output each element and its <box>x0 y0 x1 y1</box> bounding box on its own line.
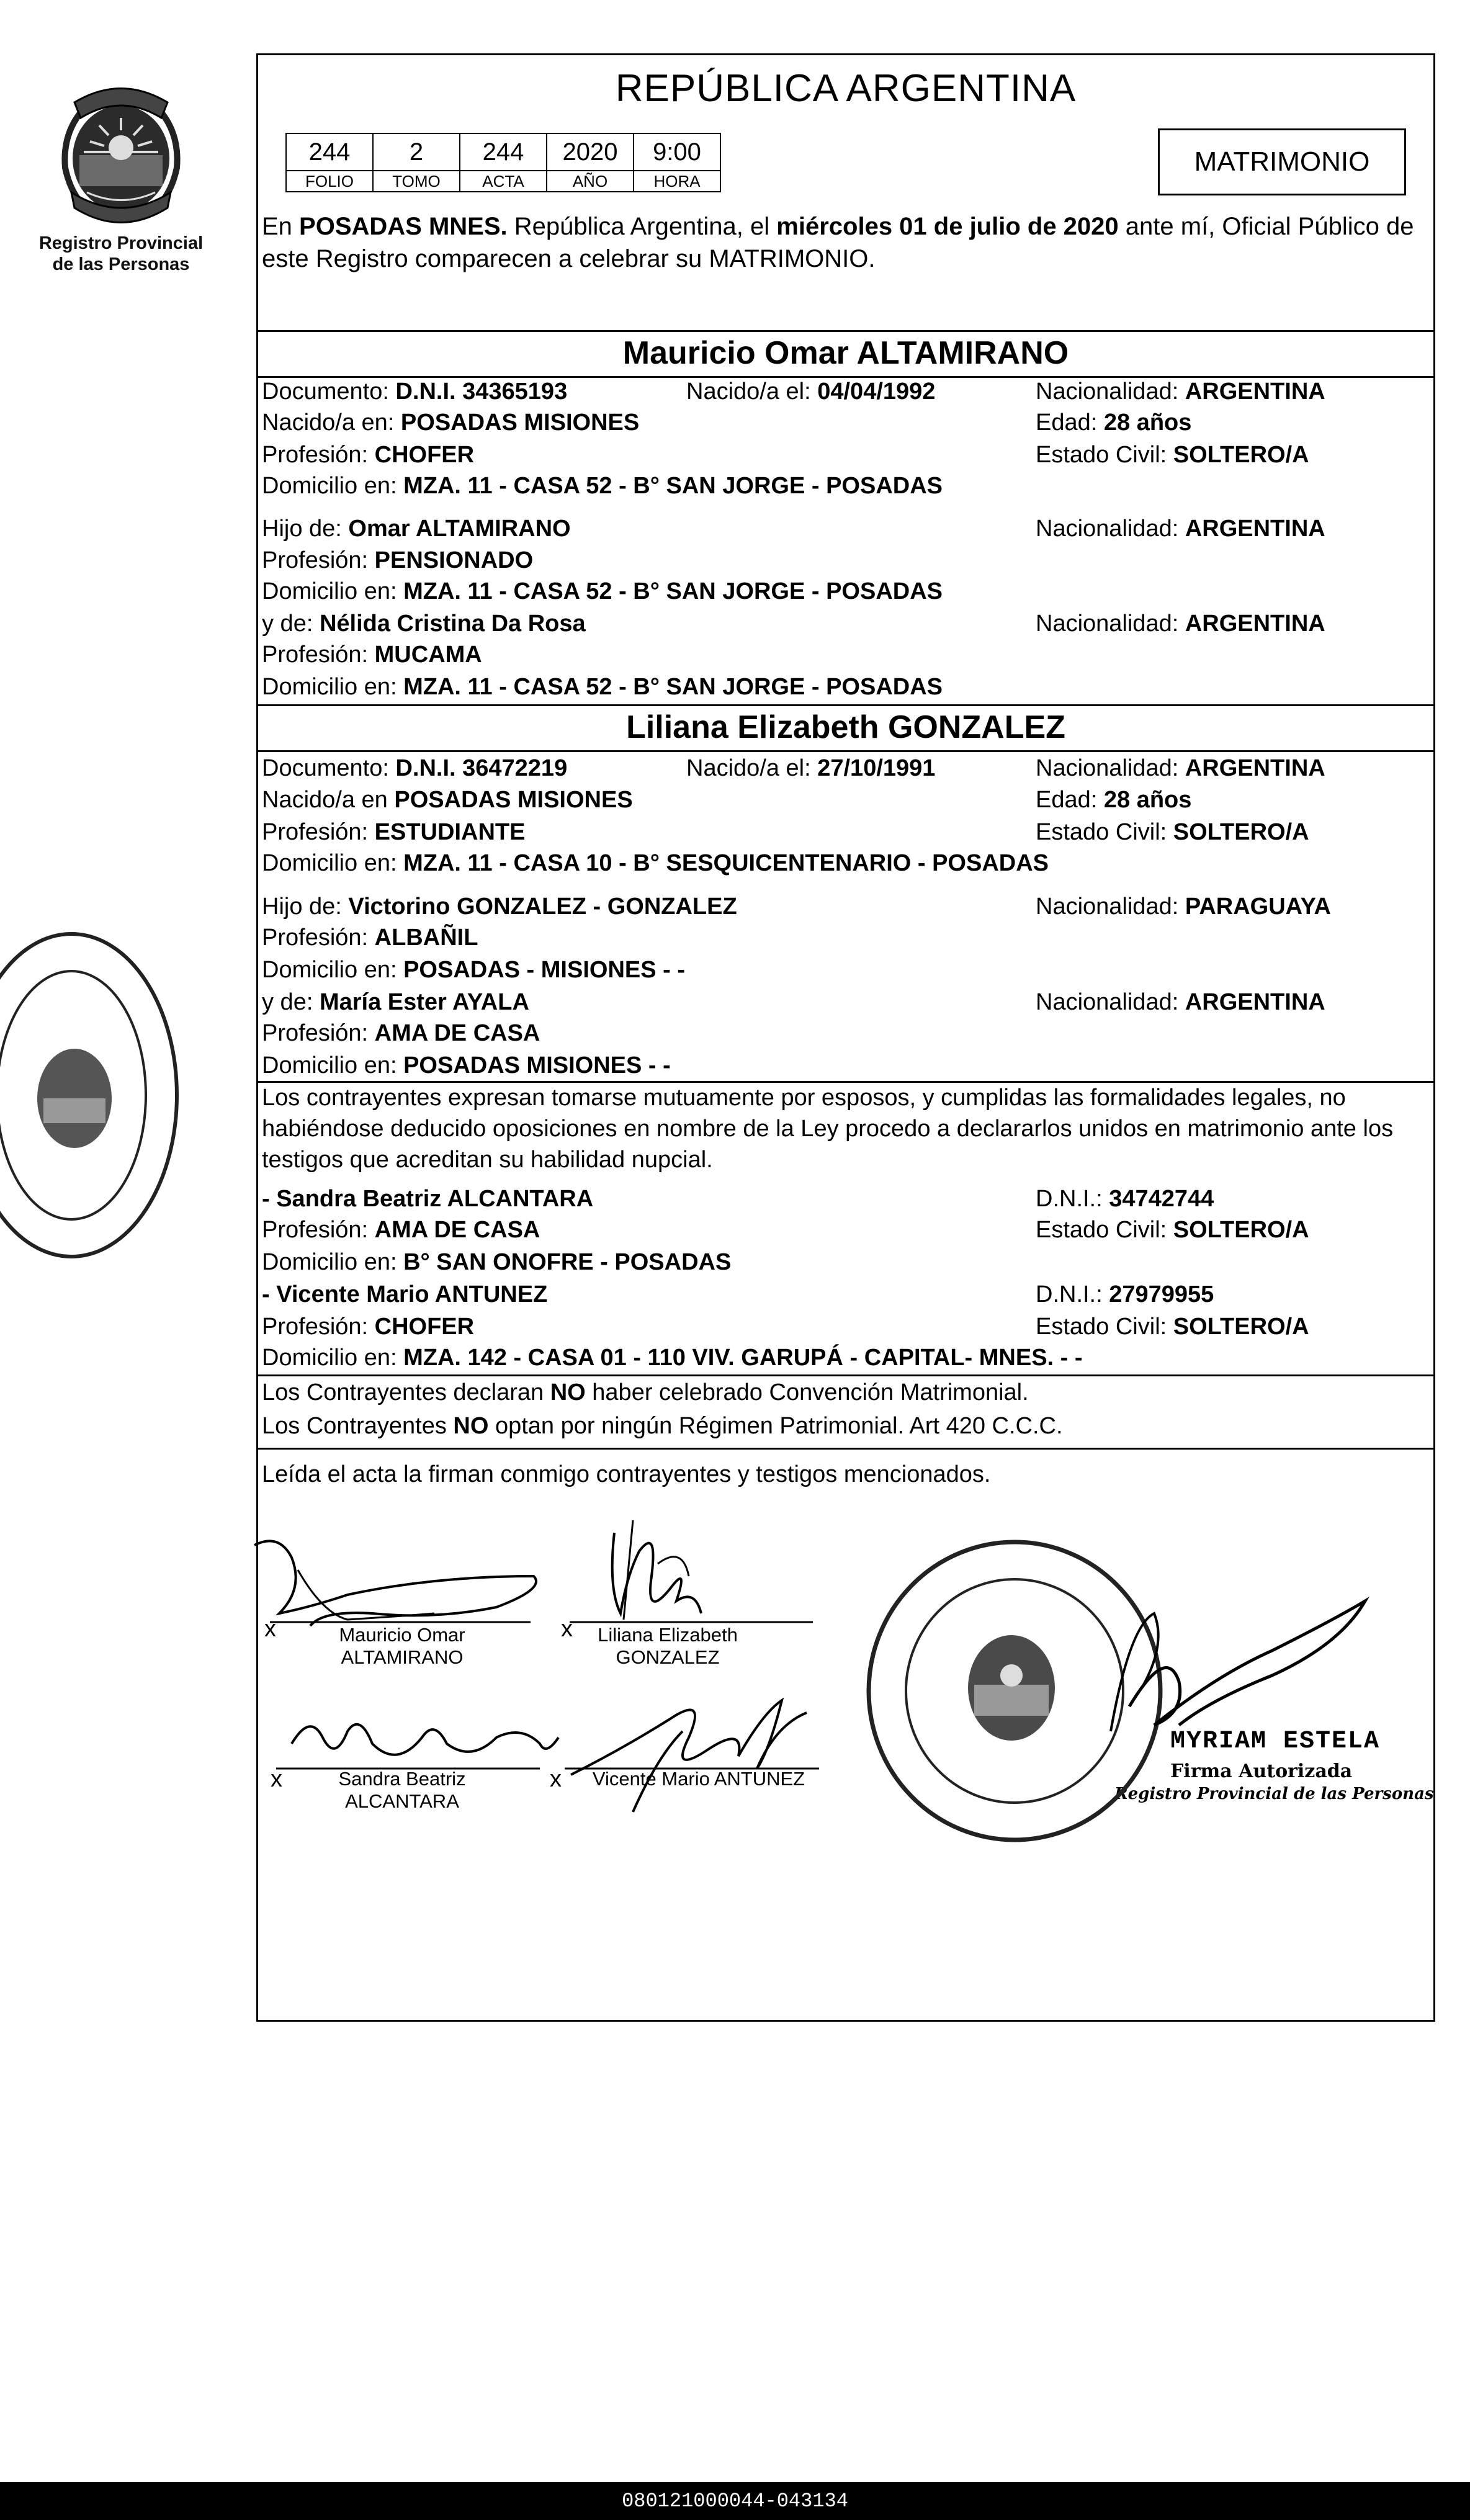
divider <box>258 704 1433 706</box>
witness2-name: - Vicente Mario ANTUNEZ <box>262 1281 548 1307</box>
sig3-label: Sandra Beatriz ALCANTARA <box>338 1768 466 1812</box>
spouse2-age: Edad: 28 años <box>1036 787 1192 813</box>
spouse2-father-nationality: Nacionalidad: PARAGUAYA <box>1036 894 1331 920</box>
witness1-civil-status: Estado Civil: SOLTERO/A <box>1036 1217 1309 1243</box>
divider <box>258 330 1433 332</box>
intro-paragraph: En POSADAS MNES. República Argentina, el miércoles 01 de julio de 2020 ante mí, Oficial Público de este Registro comparecen a celebrar su MATRIMONIO. <box>262 213 1414 272</box>
acta-label: ACTA <box>460 171 547 192</box>
act-type-box: MATRIMONIO <box>1158 128 1406 195</box>
record-metadata-table <box>285 133 721 192</box>
spouse2-birthdate: Nacido/a el: 27/10/1991 <box>686 755 936 781</box>
witness2-profession: Profesión: CHOFER <box>262 1314 475 1340</box>
divider <box>258 1448 1433 1450</box>
spouse2-name: Liliana Elizabeth GONZALEZ <box>626 709 1065 745</box>
reading-note: Leída el acta la firman conmigo contrayentes y testigos mencionados. <box>262 1461 991 1487</box>
spouse2-mother-profession: Profesión: AMA DE CASA <box>262 1020 540 1046</box>
x-mark-1: x <box>264 1616 276 1642</box>
document-code-bar: 080121000044-043134 <box>0 2482 1470 2520</box>
spouse2-nationality: Nacionalidad: ARGENTINA <box>1036 755 1325 781</box>
left-registry-stamp-icon <box>0 912 192 1278</box>
tomo-value: 2 <box>373 133 460 171</box>
spouse1-birthdate: Nacido/a el: 04/04/1992 <box>686 379 936 405</box>
intro-date: miércoles 01 de julio de 2020 <box>776 213 1119 240</box>
official-office: Registro Provincial de las Personas <box>1114 1785 1434 1803</box>
spouse1-mother: y de: Nélida Cristina Da Rosa <box>262 611 586 637</box>
spouse1-civil-status: Estado Civil: SOLTERO/A <box>1036 442 1309 468</box>
spouse1-age: Edad: 28 años <box>1036 410 1192 436</box>
spouse1-birthplace: Nacido/a en: POSADAS MISIONES <box>262 410 640 436</box>
sig1-label: Mauricio Omar ALTAMIRANO <box>339 1624 465 1668</box>
witness2-address: Domicilio en: MZA. 142 - CASA 01 - 110 VIV. GARUPÁ - CAPITAL- MNES. - - <box>262 1345 1083 1371</box>
witness1-name: - Sandra Beatriz ALCANTARA <box>262 1186 594 1212</box>
x-mark-2: x <box>561 1616 573 1642</box>
tomo-label: TOMO <box>373 171 460 192</box>
registry-name-line1: Registro Provincial <box>38 233 204 253</box>
marriage-statement: Los contrayentes expresan tomarse mutuamente por esposos, y cumplidas las formalidades legales, no habiéndose deducido oposiciones en nombre de la Ley procedo a declararlos unidos en matrimonio ante los testigos que acreditan su habilidad nupcial. <box>262 1085 1394 1173</box>
spouse2-civil-status: Estado Civil: SOLTERO/A <box>1036 819 1309 845</box>
registry-name <box>37 233 205 275</box>
witness1-profession: Profesión: AMA DE CASA <box>262 1217 540 1243</box>
witness1-dni: D.N.I.: 34742744 <box>1036 1186 1214 1212</box>
divider <box>258 750 1433 752</box>
x-mark-3: x <box>271 1766 282 1792</box>
spouse1-father-profession: Profesión: PENSIONADO <box>262 547 534 573</box>
spouse1-name: Mauricio Omar ALTAMIRANO <box>622 335 1069 371</box>
spouse2-profession: Profesión: ESTUDIANTE <box>262 819 526 845</box>
x-mark-4: x <box>550 1766 562 1792</box>
spouse2-mother: y de: María Ester AYALA <box>262 989 529 1015</box>
sig2-label: Liliana Elizabeth GONZALEZ <box>598 1624 738 1668</box>
spouse2-address: Domicilio en: MZA. 11 - CASA 10 - B° SESQUICENTENARIO - POSADAS <box>262 850 1049 876</box>
registry-logo-block <box>37 74 205 275</box>
country-title: REPÚBLICA ARGENTINA <box>615 67 1077 110</box>
intro-place: POSADAS MNES. <box>299 213 508 240</box>
hour-value: 9:00 <box>634 133 720 171</box>
spouse1-document: Documento: D.N.I. 34365193 <box>262 379 568 405</box>
spouse2-father-address: Domicilio en: POSADAS - MISIONES - - <box>262 957 685 983</box>
year-label: AÑO <box>547 171 634 192</box>
official-role: Firma Autorizada <box>1170 1760 1353 1782</box>
spouse2-father: Hijo de: Victorino GONZALEZ - GONZALEZ <box>262 894 737 920</box>
registry-name-line2: de las Personas <box>52 254 190 274</box>
sig4-label: Vicente Mario ANTUNEZ <box>592 1768 805 1790</box>
hour-label: HORA <box>634 171 720 192</box>
divider <box>258 1374 1433 1376</box>
spouse1-profession: Profesión: CHOFER <box>262 442 475 468</box>
witness2-dni: D.N.I.: 27979955 <box>1036 1281 1214 1307</box>
spouse2-mother-address: Domicilio en: POSADAS MISIONES - - <box>262 1052 671 1078</box>
spouse2-mother-nationality: Nacionalidad: ARGENTINA <box>1036 989 1325 1015</box>
certificate-frame <box>256 53 1435 2022</box>
convention-declaration: Los Contrayentes declaran NO haber celebrado Convención Matrimonial. <box>262 1379 1029 1406</box>
acta-value: 244 <box>460 133 547 171</box>
spouse1-father-address: Domicilio en: MZA. 11 - CASA 52 - B° SAN JORGE - POSADAS <box>262 578 943 604</box>
spouse2-father-profession: Profesión: ALBAÑIL <box>262 925 478 951</box>
regime-declaration: Los Contrayentes NO optan por ningún Régimen Patrimonial. Art 420 C.C.C. <box>262 1413 1063 1439</box>
witness2-civil-status: Estado Civil: SOLTERO/A <box>1036 1314 1309 1340</box>
spouse1-mother-address: Domicilio en: MZA. 11 - CASA 52 - B° SAN JORGE - POSADAS <box>262 674 943 700</box>
spouse1-nationality: Nacionalidad: ARGENTINA <box>1036 379 1325 405</box>
spouse1-mother-nationality: Nacionalidad: ARGENTINA <box>1036 611 1325 637</box>
folio-value: 244 <box>286 133 373 171</box>
official-name: MYRIAM ESTELA <box>1170 1728 1381 1755</box>
folio-label: FOLIO <box>286 171 373 192</box>
spouse1-address: Domicilio en: MZA. 11 - CASA 52 - B° SAN JORGE - POSADAS <box>262 473 943 499</box>
spouse2-document: Documento: D.N.I. 36472219 <box>262 755 568 781</box>
spouse1-father: Hijo de: Omar ALTAMIRANO <box>262 516 571 542</box>
spouse2-birthplace: Nacido/a en POSADAS MISIONES <box>262 787 633 813</box>
spouse1-father-nationality: Nacionalidad: ARGENTINA <box>1036 516 1325 542</box>
province-coat-of-arms-icon <box>50 74 192 223</box>
witness1-address: Domicilio en: B° SAN ONOFRE - POSADAS <box>262 1249 732 1275</box>
year-value: 2020 <box>547 133 634 171</box>
spouse1-mother-profession: Profesión: MUCAMA <box>262 642 482 668</box>
